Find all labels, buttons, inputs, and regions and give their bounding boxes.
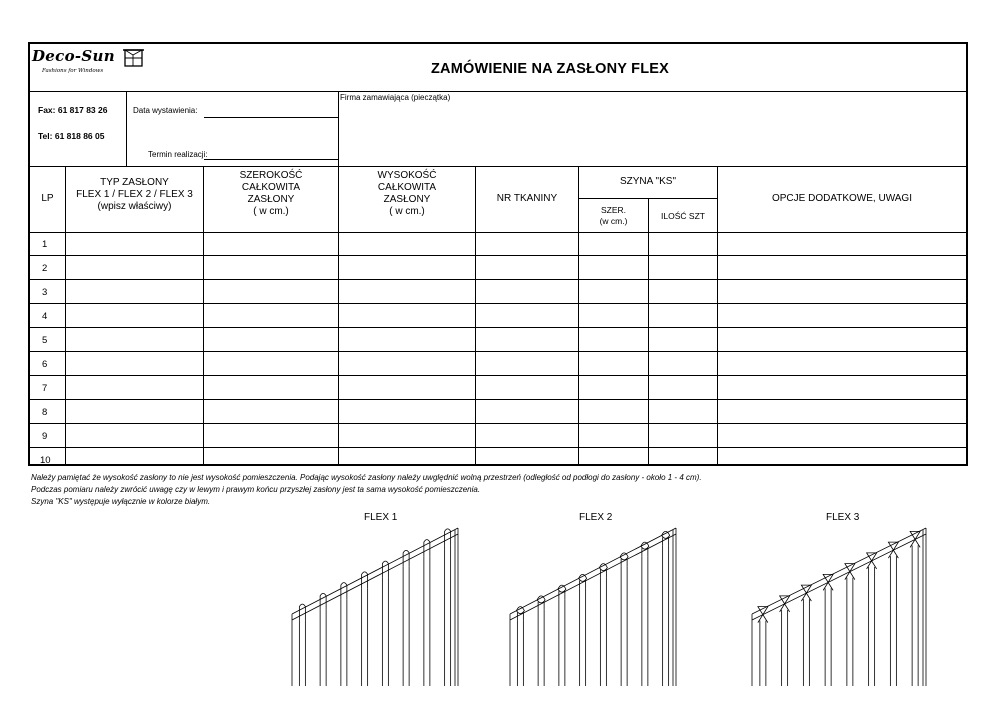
issue-date-label: Data wystawienia: [133, 106, 198, 115]
col-header-height-line2: CAŁKOWITA [377, 182, 437, 193]
order-form [28, 42, 968, 466]
curtain-illustration-flex3 [746, 522, 936, 686]
col-header-lp [30, 166, 65, 232]
logo-wordmark: Deco-Sun [32, 47, 115, 65]
row-number: 9 [42, 431, 48, 442]
row-number: 1 [42, 239, 48, 250]
table-row [30, 400, 966, 424]
company-stamp-area[interactable] [339, 102, 966, 165]
curtain-illustration-flex1 [286, 522, 468, 686]
col-header-rail-width [579, 199, 648, 232]
col-header-options [718, 166, 966, 232]
col-header-width-line1: SZEROKOŚĆ [239, 170, 303, 181]
form-title: ZAMÓWIENIE NA ZASŁONY FLEX [430, 61, 669, 77]
table-row [30, 352, 966, 376]
col-header-fabric-text: NR TKANINY [496, 193, 558, 204]
figure-label-flex2: FLEX 2 [579, 512, 613, 523]
row-number: 2 [42, 263, 48, 274]
logo-tagline: Fashions for Windows [42, 68, 104, 74]
col-header-height [339, 166, 475, 232]
table-row [30, 256, 966, 280]
row-number: 8 [42, 407, 48, 418]
note-line: Podczas pomiaru należy zwrócić uwagę czy w lewym i prawym końcu przyszłej zasłony jest ta sama wysokość pomieszczenia. [31, 485, 481, 494]
phone-number: Tel: 61 818 86 05 [38, 131, 105, 141]
col-header-options-text: OPCJE DODATKOWE, UWAGI [771, 193, 912, 204]
col-header-type-line3: (wpisz właściwy) [97, 201, 172, 212]
col-header-type-line2: FLEX 1 / FLEX 2 / FLEX 3 [76, 189, 193, 200]
col-header-height-line3: ZASŁONY [383, 194, 431, 205]
figure-label-flex3: FLEX 3 [826, 512, 860, 523]
table-row [30, 232, 966, 256]
figure-label-flex1: FLEX 1 [364, 512, 398, 523]
col-header-width [204, 166, 338, 232]
table-row [30, 424, 966, 448]
row-number: 4 [42, 311, 48, 322]
notes [31, 472, 702, 508]
row-number: 7 [42, 383, 48, 394]
col-header-rail-qty [649, 199, 717, 232]
curtain-illustration-flex2 [504, 522, 686, 686]
row-number: 10 [40, 455, 51, 466]
col-header-rail-text: SZYNA "KS" [619, 176, 676, 187]
col-header-width-line2: CAŁKOWITA [241, 182, 301, 193]
divider [126, 91, 127, 166]
row-number: 6 [42, 359, 48, 370]
divider [30, 91, 966, 92]
table-row [30, 328, 966, 352]
col-header-width-line4: ( w cm.) [253, 206, 289, 217]
note-line: Należy pamiętać że wysokość zasłony to nie jest wysokość pomieszczenia. Podając wysokość zasłony należy uwględnić wolną przestrzeń (odległość od podłogi do zasłony - około 1 - 4 cm). [31, 473, 702, 482]
completion-date-label: Termin realizacji: [148, 150, 208, 159]
table-row [30, 280, 966, 304]
table-row [30, 448, 966, 472]
fax-number: Fax: 61 817 83 26 [38, 105, 108, 115]
col-header-type-line1: TYP ZASŁONY [100, 177, 169, 188]
row-number: 3 [42, 287, 48, 298]
note-line: Szyna "KS" występuje wyłącznie w kolorze białym. [31, 497, 211, 506]
col-header-rail-width-line2: (w cm.) [599, 215, 628, 226]
completion-date-field[interactable] [204, 159, 338, 160]
col-header-type [66, 166, 203, 232]
col-header-fabric [476, 166, 578, 232]
col-header-rail-qty-text: ILOŚĆ SZT [661, 210, 705, 221]
col-header-rail [579, 166, 717, 198]
col-header-height-line1: WYSOKOŚĆ [377, 170, 437, 181]
table-row [30, 304, 966, 328]
col-header-rail-width-line1: SZER. [600, 204, 627, 215]
issue-date-field[interactable] [204, 117, 338, 118]
table-row [30, 376, 966, 400]
col-header-height-line4: ( w cm.) [389, 206, 425, 217]
col-header-lp-text: LP [41, 193, 54, 204]
company-stamp-label: Firma zamawiająca (pieczątka) [340, 93, 451, 102]
row-number: 5 [42, 335, 48, 346]
col-header-width-line3: ZASŁONY [247, 194, 295, 205]
